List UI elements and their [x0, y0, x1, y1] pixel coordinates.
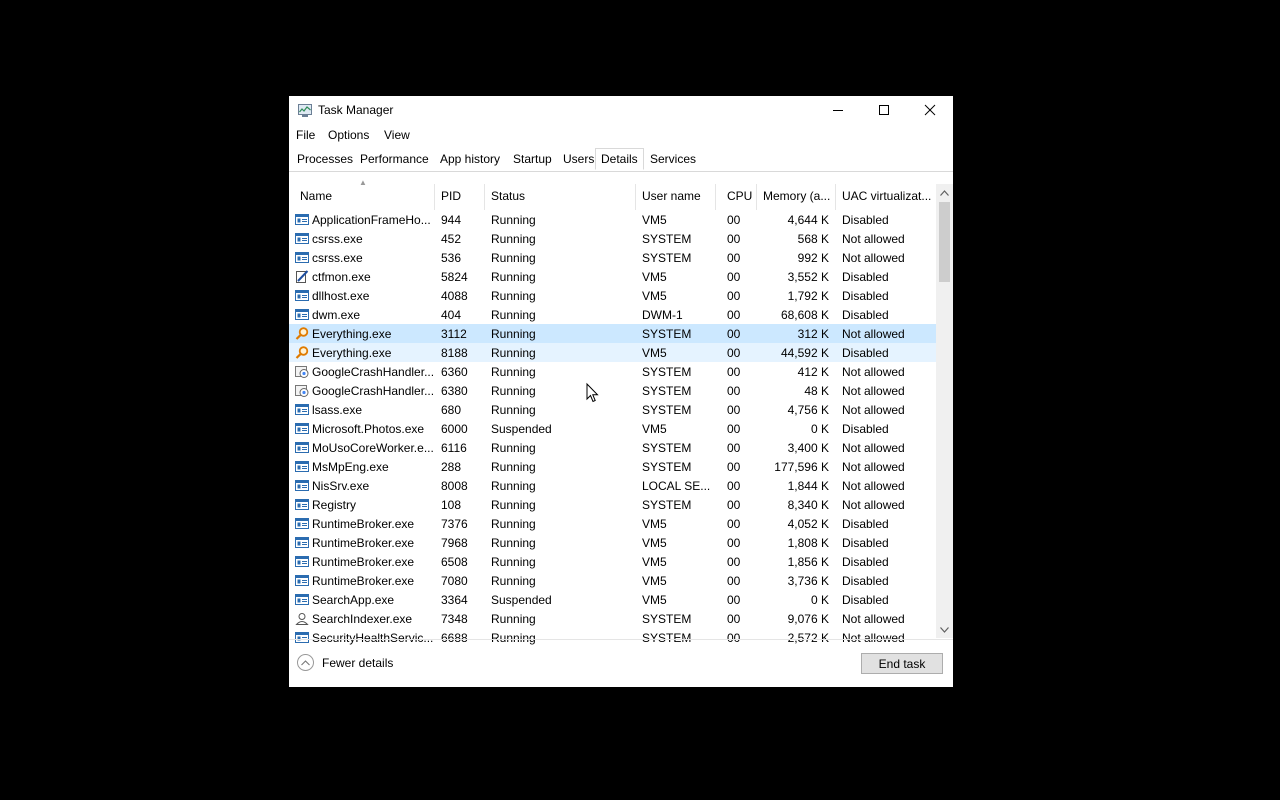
- cell-name: GoogleCrashHandler...: [312, 365, 435, 379]
- close-icon: [925, 105, 935, 115]
- cell-user: VM5: [642, 517, 667, 531]
- cell-mem: 568 K: [797, 232, 829, 246]
- cell-user: VM5: [642, 536, 667, 550]
- magnifier-icon: [295, 346, 309, 359]
- tab-services[interactable]: Services: [650, 152, 697, 166]
- app-window-icon: [295, 536, 309, 549]
- cell-pid: 7080: [441, 574, 468, 588]
- cell-name: dllhost.exe: [312, 289, 370, 303]
- menu-file[interactable]: File: [296, 128, 316, 142]
- cell-cpu: 00: [727, 593, 741, 607]
- cell-name: ctfmon.exe: [312, 270, 371, 284]
- cell-uac: Not allowed: [842, 327, 905, 341]
- cell-uac: Not allowed: [842, 251, 905, 265]
- vertical-scrollbar[interactable]: [936, 184, 953, 638]
- end-task-button[interactable]: End task: [861, 653, 943, 674]
- fewer-details-label: Fewer details: [322, 655, 394, 670]
- cell-cpu: 00: [727, 479, 741, 493]
- cell-mem: 68,608 K: [780, 308, 829, 322]
- cell-status: Running: [491, 460, 536, 474]
- table-row[interactable]: [289, 590, 936, 609]
- cell-uac: Not allowed: [842, 612, 905, 626]
- cell-user: SYSTEM: [642, 384, 692, 398]
- cell-mem: 3,400 K: [787, 441, 829, 455]
- table-row[interactable]: [289, 400, 936, 419]
- maximize-button[interactable]: [861, 96, 907, 124]
- cell-uac: Not allowed: [842, 365, 905, 379]
- table-row[interactable]: [289, 362, 936, 381]
- cell-uac: Not allowed: [842, 631, 905, 645]
- cell-cpu: 00: [727, 289, 741, 303]
- cell-status: Running: [491, 536, 536, 550]
- table-row[interactable]: [289, 476, 936, 495]
- cell-user: SYSTEM: [642, 251, 692, 265]
- cell-status: Running: [491, 403, 536, 417]
- cell-uac: Not allowed: [842, 384, 905, 398]
- app-window-icon: [295, 574, 309, 587]
- cell-user: SYSTEM: [642, 327, 692, 341]
- column-header-label: UAC virtualizat...: [842, 189, 932, 203]
- cell-status: Running: [491, 270, 536, 284]
- minimize-icon: [833, 105, 843, 115]
- cell-cpu: 00: [727, 270, 741, 284]
- cell-name: lsass.exe: [312, 403, 363, 417]
- cell-uac: Disabled: [842, 536, 889, 550]
- cell-cpu: 00: [727, 498, 741, 512]
- cell-status: Running: [491, 555, 536, 569]
- column-header-cpu[interactable]: [716, 184, 757, 210]
- sort-ascending-icon: ▲: [359, 178, 367, 187]
- cell-user: SYSTEM: [642, 441, 692, 455]
- table-row[interactable]: [289, 229, 936, 248]
- cell-uac: Disabled: [842, 213, 889, 227]
- column-header-label: PID: [441, 189, 462, 203]
- app-window-icon: [295, 479, 309, 492]
- cell-mem: 312 K: [797, 327, 829, 341]
- column-header-status[interactable]: [485, 184, 636, 210]
- table-row[interactable]: [289, 286, 936, 305]
- cell-name: NisSrv.exe: [312, 479, 370, 493]
- cell-status: Running: [491, 232, 536, 246]
- cell-mem: 9,076 K: [787, 612, 829, 626]
- tab-processes[interactable]: Processes: [297, 152, 354, 166]
- cell-status: Running: [491, 308, 536, 322]
- app-window-icon: [295, 403, 309, 416]
- cell-uac: Not allowed: [842, 232, 905, 246]
- cell-pid: 3364: [441, 593, 468, 607]
- cell-user: SYSTEM: [642, 498, 692, 512]
- cell-pid: 3112: [441, 327, 467, 341]
- cell-pid: 4088: [441, 289, 468, 303]
- cell-mem: 0 K: [810, 422, 829, 436]
- cell-uac: Not allowed: [842, 479, 905, 493]
- cell-name: RuntimeBroker.exe: [312, 574, 415, 588]
- cell-mem: 4,756 K: [787, 403, 829, 417]
- app-window-icon: [295, 593, 309, 606]
- column-header-memory[interactable]: [757, 184, 836, 210]
- cell-user: VM5: [642, 422, 667, 436]
- cell-uac: Not allowed: [842, 403, 905, 417]
- cell-mem: 177,596 K: [774, 460, 829, 474]
- cell-status: Running: [491, 441, 536, 455]
- tab-bar: [289, 148, 953, 172]
- table-row[interactable]: [289, 343, 936, 362]
- task-manager-window: [289, 96, 953, 687]
- app-window-icon: [295, 460, 309, 473]
- cell-status: Running: [491, 213, 536, 227]
- table-row[interactable]: [289, 571, 936, 590]
- cell-name: RuntimeBroker.exe: [312, 517, 415, 531]
- cell-pid: 8008: [441, 479, 468, 493]
- details-table: [289, 178, 953, 645]
- cell-status: Running: [491, 327, 536, 341]
- cell-pid: 7348: [441, 612, 468, 626]
- table-row[interactable]: [289, 609, 936, 628]
- cell-pid: 6380: [441, 384, 468, 398]
- cell-user: SYSTEM: [642, 232, 692, 246]
- table-row[interactable]: [289, 248, 936, 267]
- tab-performance[interactable]: Performance: [360, 152, 429, 166]
- cell-cpu: 00: [727, 403, 741, 417]
- cell-name: csrss.exe: [312, 251, 363, 265]
- column-header-label: Name: [300, 189, 333, 203]
- table-row[interactable]: [289, 419, 936, 438]
- cell-uac: Disabled: [842, 308, 889, 322]
- cell-user: SYSTEM: [642, 631, 692, 645]
- cell-name: SecurityHealthServic...: [312, 631, 434, 645]
- column-header-pid[interactable]: [435, 184, 485, 210]
- table-row[interactable]: [289, 210, 936, 229]
- cell-status: Running: [491, 365, 536, 379]
- cell-cpu: 00: [727, 327, 741, 341]
- cell-cpu: 00: [727, 422, 741, 436]
- cell-mem: 3,736 K: [787, 574, 829, 588]
- cell-cpu: 00: [727, 232, 741, 246]
- table-row[interactable]: [289, 324, 936, 343]
- cell-status: Running: [491, 631, 536, 645]
- cell-cpu: 00: [727, 213, 741, 227]
- cell-name: csrss.exe: [312, 232, 363, 246]
- cell-uac: Disabled: [842, 574, 889, 588]
- window-title: Task Manager: [318, 103, 394, 117]
- cell-mem: 44,592 K: [780, 346, 829, 360]
- pen-icon: [295, 270, 309, 283]
- table-row[interactable]: [289, 552, 936, 571]
- cell-cpu: 00: [727, 365, 741, 379]
- cell-cpu: 00: [727, 536, 741, 550]
- app-window-icon: [295, 251, 309, 264]
- google-crash-icon: [295, 365, 309, 378]
- scroll-down-button[interactable]: [936, 621, 953, 638]
- cell-user: SYSTEM: [642, 612, 692, 626]
- column-header-user-name[interactable]: [636, 184, 716, 210]
- app-window-icon: [295, 498, 309, 511]
- cell-uac: Disabled: [842, 555, 889, 569]
- app-window-icon: [295, 308, 309, 321]
- cell-name: MsMpEng.exe: [312, 460, 389, 474]
- cell-uac: Disabled: [842, 270, 889, 284]
- cell-mem: 1,856 K: [787, 555, 829, 569]
- cell-name: dwm.exe: [312, 308, 361, 322]
- cell-pid: 452: [441, 232, 462, 246]
- cell-cpu: 00: [727, 308, 741, 322]
- cell-uac: Disabled: [842, 517, 889, 531]
- app-window-icon: [295, 555, 309, 568]
- cell-pid: 6688: [441, 631, 468, 645]
- cell-pid: 7376: [441, 517, 468, 531]
- cell-pid: 7968: [441, 536, 468, 550]
- cell-name: Microsoft.Photos.exe: [312, 422, 425, 436]
- cell-uac: Disabled: [842, 422, 889, 436]
- cell-name: RuntimeBroker.exe: [312, 555, 415, 569]
- magnifier-icon: [295, 327, 309, 340]
- cell-uac: Disabled: [842, 346, 889, 360]
- cell-mem: 48 K: [804, 384, 829, 398]
- cell-cpu: 00: [727, 555, 741, 569]
- google-crash-icon: [295, 384, 309, 397]
- cell-name: GoogleCrashHandler...: [312, 384, 435, 398]
- table-row[interactable]: [289, 267, 936, 286]
- title-bar[interactable]: [289, 96, 953, 124]
- menu-view[interactable]: View: [384, 128, 410, 142]
- cell-user: VM5: [642, 213, 667, 227]
- cell-cpu: 00: [727, 517, 741, 531]
- cell-mem: 2,572 K: [787, 631, 829, 645]
- cell-status: Running: [491, 612, 536, 626]
- menu-options[interactable]: Options: [328, 128, 370, 142]
- cell-pid: 6360: [441, 365, 468, 379]
- cell-mem: 4,644 K: [787, 213, 829, 227]
- tab-startup[interactable]: Startup: [513, 152, 552, 166]
- table-row[interactable]: [289, 381, 936, 400]
- scroll-up-button[interactable]: [936, 184, 953, 201]
- column-header-label: User name: [642, 189, 701, 203]
- cell-user: VM5: [642, 289, 667, 303]
- task-manager-icon: [298, 104, 312, 117]
- cell-user: VM5: [642, 574, 667, 588]
- cell-mem: 1,844 K: [787, 479, 829, 493]
- cell-user: VM5: [642, 346, 667, 360]
- cell-cpu: 00: [727, 574, 741, 588]
- cell-cpu: 00: [727, 384, 741, 398]
- chevron-up-circle-icon: [297, 654, 314, 671]
- cell-status: Running: [491, 289, 536, 303]
- cell-pid: 404: [441, 308, 462, 322]
- cell-status: Running: [491, 498, 536, 512]
- app-window-icon: [295, 422, 309, 435]
- cell-mem: 4,052 K: [787, 517, 829, 531]
- maximize-icon: [879, 105, 889, 115]
- cell-name: Registry: [312, 498, 357, 512]
- table-row[interactable]: [289, 457, 936, 476]
- cell-user: SYSTEM: [642, 403, 692, 417]
- tab-details[interactable]: Details: [595, 148, 644, 170]
- cell-pid: 6508: [441, 555, 468, 569]
- cell-pid: 536: [441, 251, 462, 265]
- cell-name: SearchApp.exe: [312, 593, 395, 607]
- cell-cpu: 00: [727, 460, 741, 474]
- cell-status: Running: [491, 346, 536, 360]
- cell-pid: 944: [441, 213, 462, 227]
- cell-name: ApplicationFrameHo...: [312, 213, 431, 227]
- cell-user: SYSTEM: [642, 460, 692, 474]
- cell-cpu: 00: [727, 631, 741, 645]
- app-window-icon: [295, 517, 309, 530]
- cell-status: Running: [491, 479, 536, 493]
- user-icon: [295, 612, 309, 625]
- scrollbar-thumb[interactable]: [939, 202, 950, 282]
- cell-user: VM5: [642, 555, 667, 569]
- cell-user: VM5: [642, 270, 667, 284]
- cell-uac: Disabled: [842, 593, 889, 607]
- table-row[interactable]: [289, 495, 936, 514]
- cell-mem: 8,340 K: [787, 498, 829, 512]
- tab-users[interactable]: Users: [563, 152, 595, 166]
- cell-name: Everything.exe: [312, 327, 392, 341]
- mouse-cursor-icon: [586, 383, 599, 403]
- footer: [289, 639, 953, 688]
- column-header-label: Memory (a...: [763, 189, 831, 203]
- cell-name: RuntimeBroker.exe: [312, 536, 415, 550]
- table-row[interactable]: [289, 514, 936, 533]
- close-button[interactable]: [907, 96, 953, 124]
- cell-mem: 412 K: [797, 365, 829, 379]
- cell-name: SearchIndexer.exe: [312, 612, 413, 626]
- cell-pid: 680: [441, 403, 462, 417]
- cell-uac: Not allowed: [842, 460, 905, 474]
- cell-user: DWM-1: [642, 308, 683, 322]
- tab-app-history[interactable]: App history: [440, 152, 501, 166]
- cell-uac: Not allowed: [842, 498, 905, 512]
- cell-pid: 6116: [441, 441, 467, 455]
- fewer-details-button[interactable]: [297, 654, 393, 671]
- cell-cpu: 00: [727, 612, 741, 626]
- cell-pid: 108: [441, 498, 462, 512]
- cell-uac: Disabled: [842, 289, 889, 303]
- cell-cpu: 00: [727, 251, 741, 265]
- column-header-uac[interactable]: [836, 184, 936, 210]
- app-window-icon: [295, 213, 309, 226]
- cell-user: SYSTEM: [642, 365, 692, 379]
- cell-status: Running: [491, 384, 536, 398]
- table-row[interactable]: [289, 438, 936, 457]
- cell-cpu: 00: [727, 441, 741, 455]
- minimize-button[interactable]: [815, 96, 861, 124]
- cell-mem: 3,552 K: [787, 270, 829, 284]
- cell-mem: 1,808 K: [787, 536, 829, 550]
- cell-name: MoUsoCoreWorker.e...: [312, 441, 434, 455]
- chevron-down-icon: [940, 627, 949, 633]
- column-header-label: CPU: [727, 189, 753, 203]
- cell-pid: 5824: [441, 270, 468, 284]
- app-window-icon: [295, 441, 309, 454]
- cell-status: Running: [491, 517, 536, 531]
- table-row[interactable]: [289, 533, 936, 552]
- column-header-name[interactable]: [289, 178, 435, 210]
- cell-status: Suspended: [491, 422, 552, 436]
- cell-user: LOCAL SE...: [642, 479, 711, 493]
- cell-user: VM5: [642, 593, 667, 607]
- cell-pid: 288: [441, 460, 462, 474]
- table-row[interactable]: [289, 305, 936, 324]
- cell-uac: Not allowed: [842, 441, 905, 455]
- cell-mem: 1,792 K: [787, 289, 829, 303]
- cell-status: Running: [491, 574, 536, 588]
- app-window-icon: [295, 289, 309, 302]
- cell-status: Suspended: [491, 593, 552, 607]
- menu-bar: [289, 125, 953, 147]
- chevron-up-icon: [940, 190, 949, 196]
- cell-cpu: 00: [727, 346, 741, 360]
- cell-mem: 992 K: [797, 251, 829, 265]
- cell-status: Running: [491, 251, 536, 265]
- cell-pid: 6000: [441, 422, 468, 436]
- column-header-label: Status: [491, 189, 526, 203]
- cell-mem: 0 K: [810, 593, 829, 607]
- cell-name: Everything.exe: [312, 346, 392, 360]
- cell-pid: 8188: [441, 346, 468, 360]
- app-window-icon: [295, 232, 309, 245]
